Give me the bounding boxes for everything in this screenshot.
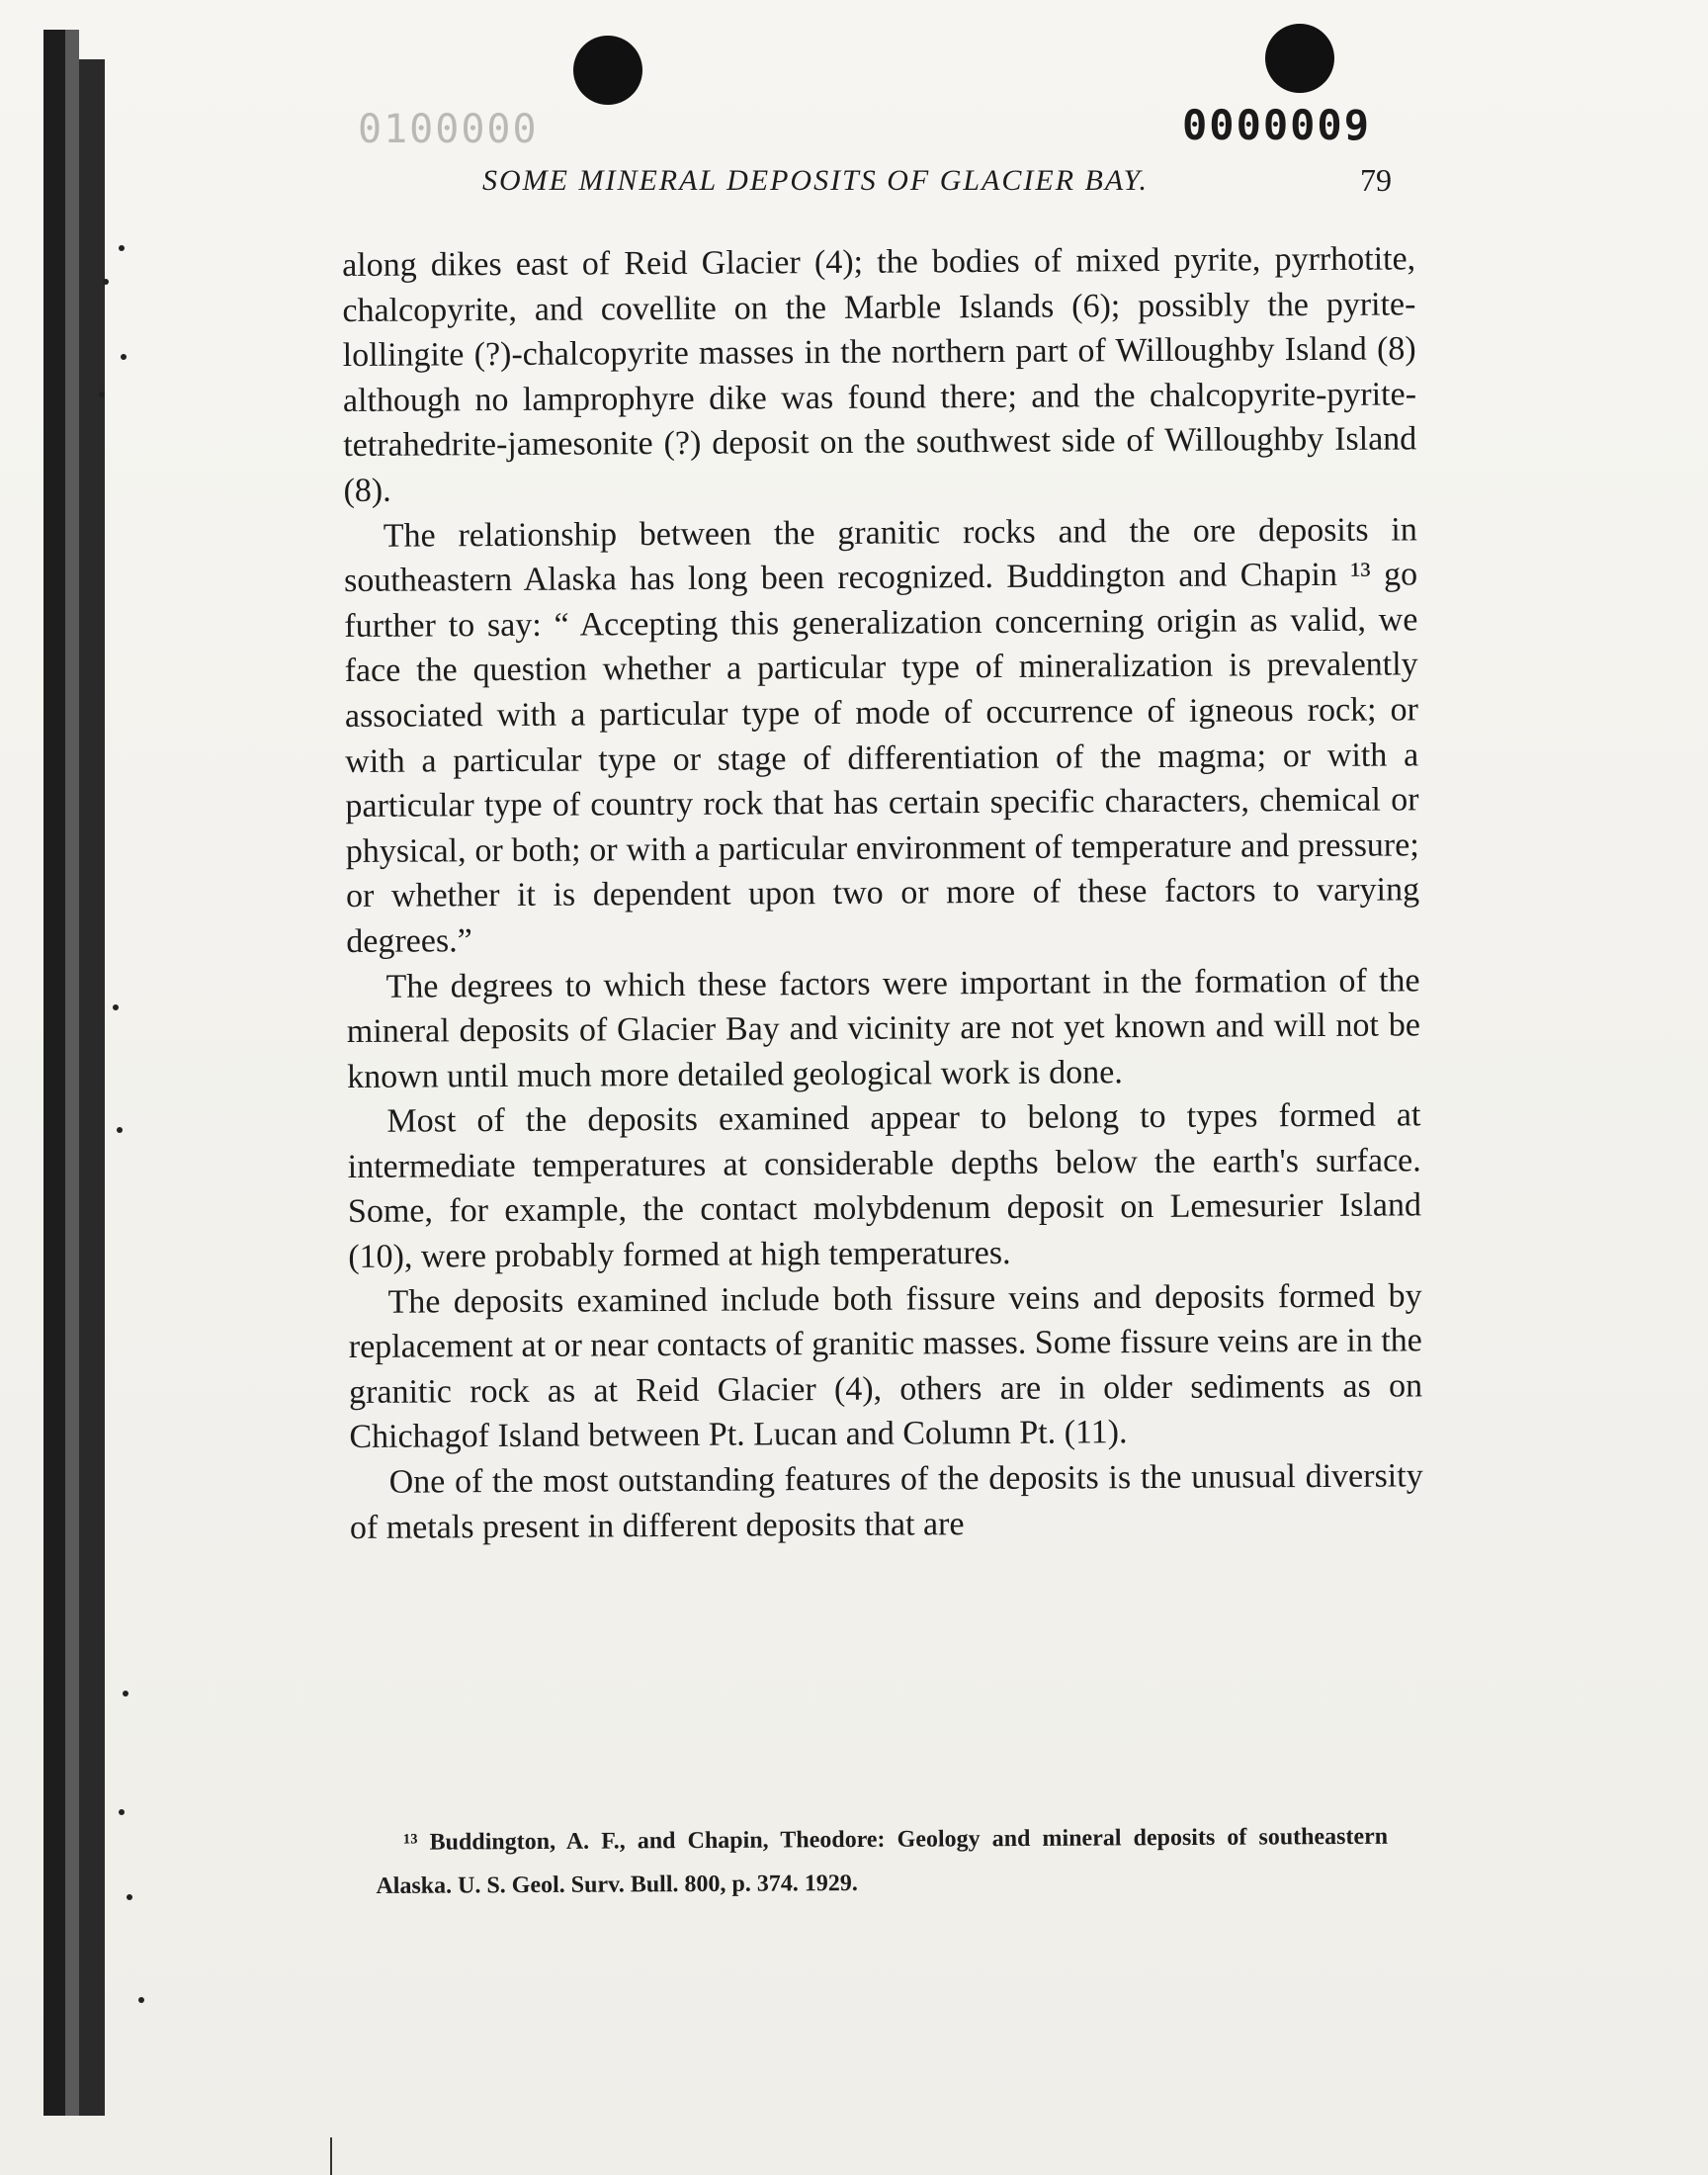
document-stamp-number: 0000009 bbox=[1182, 101, 1372, 149]
paragraph-temperatures: Most of the deposits examined appear to belong to types formed at intermediate temperatures at considerable depths below the earth's surface. Some, for example, the contact molybdenum deposit on Lemesurier Island (10), were probably formed at high temperatures. bbox=[347, 1096, 1422, 1276]
margin-speck bbox=[121, 354, 127, 360]
footnote-text: ¹³ Buddington, A. F., and Chapin, Theodore: Geology and mineral deposits of southeastern Alaska. U. S. Geol. Surv. Bull. 800, p. 374. 1929. bbox=[376, 1823, 1389, 1899]
margin-speck bbox=[138, 1997, 144, 2003]
page-number: 79 bbox=[1360, 162, 1392, 198]
margin-speck bbox=[123, 1691, 128, 1696]
margin-speck bbox=[103, 279, 109, 285]
binding-edge-inner bbox=[79, 59, 105, 2116]
punch-hole-left bbox=[573, 36, 642, 105]
margin-speck bbox=[119, 1809, 125, 1815]
paragraph-deposit-types: The deposits examined include both fissure veins and deposits formed by replacement at or near contacts of granitic masses. Some fissure veins are in the granitic rock as at Reid Glacier (4), others are in older sediments as on Chichagof Island between Pt. Lucan and Column Pt. (11). bbox=[348, 1277, 1423, 1456]
margin-speck bbox=[119, 245, 125, 251]
footnote bbox=[376, 1815, 1389, 1908]
body-text bbox=[342, 236, 1423, 1550]
paragraph-continuation: along dikes east of Reid Glacier (4); the bodies of mixed pyrite, pyrrhotite, chalcopyrite, and covellite on the Marble Islands (6); possibly the pyrite-lollingite (?)-chalcopyrite masses in the northern part of Willoughby Island (8) although no lamprophyre dike was found there; and the chalcopyrite-pyrite-tetrahedrite-jamesonite (?) deposit on the southwest side of Willoughby Island (8). bbox=[342, 240, 1417, 509]
paragraph-diversity: One of the most outstanding features of the deposits is the unusual diversity of metals present in different deposits that are bbox=[349, 1457, 1423, 1546]
paragraph-granitic-relationship: The relationship between the granitic rocks and the ore deposits in southeastern Alaska has long been recognized. Buddington and Chapin ¹³ go further to say: “ Accepting this generalization concerning origin as valid, we face the question whether a particular type of mineralization is prevalently associated with a particular type of mode of occurrence of igneous rock; or with a particular type or stage of differentiation of the magma; or with a particular type of country rock that has certain specific characters, chemical or physical, or both; or with a particular environment of temperature and pressure; or whether it is dependent upon two or more of these factors to varying degrees.” bbox=[343, 510, 1420, 960]
binding-edge-gap bbox=[65, 30, 79, 2116]
margin-speck bbox=[99, 392, 105, 397]
margin-speck bbox=[113, 1004, 119, 1010]
punch-hole-right bbox=[1265, 24, 1334, 93]
document-stamp-faded: 0100000 bbox=[358, 107, 539, 152]
margin-speck bbox=[117, 1127, 123, 1133]
paragraph-factors: The degrees to which these factors were important in the formation of the mineral deposits of Glacier Bay and vicinity are not yet known and will not be known until much more detailed geological work is done. bbox=[346, 961, 1420, 1095]
binding-edge-outer bbox=[43, 30, 65, 2116]
margin-speck bbox=[127, 1894, 132, 1900]
bottom-tick-mark bbox=[330, 2137, 332, 2175]
running-head: SOME MINERAL DEPOSITS OF GLACIER BAY. bbox=[482, 164, 1149, 197]
